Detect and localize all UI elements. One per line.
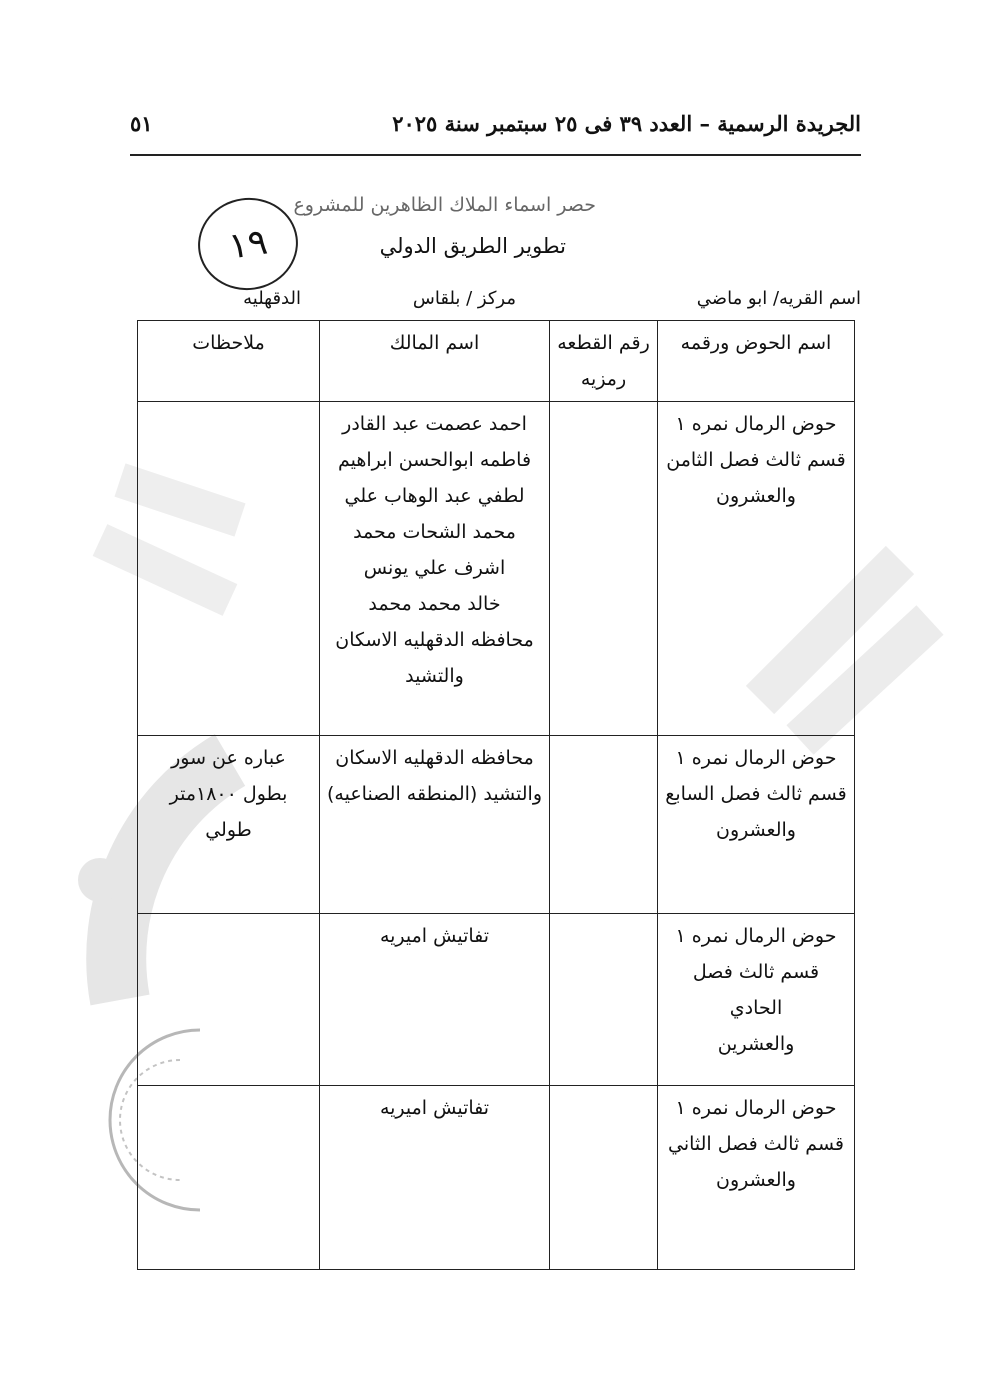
table-row xyxy=(138,914,855,1086)
owner-cell xyxy=(320,736,550,914)
basin-line: والعشرين xyxy=(717,1033,795,1055)
owner-cell xyxy=(320,914,550,1086)
note-line: بطول ١٨٠٠متر xyxy=(169,783,288,805)
owner-name: محافظه الدقهليه الاسكان xyxy=(335,747,534,769)
page-header xyxy=(130,111,861,136)
basin-line: حوض الرمال نمره ١ xyxy=(675,925,837,947)
handwritten-number-stamp: ١٩ xyxy=(192,191,304,296)
basin-cell xyxy=(658,736,855,914)
plot-cell xyxy=(550,1086,658,1270)
note-line: عباره عن سور xyxy=(171,747,286,769)
plot-cell xyxy=(550,914,658,1086)
basin-line: حوض الرمال نمره ١ xyxy=(675,747,837,769)
owner-cell xyxy=(320,1086,550,1270)
owner-name: لطفي عبد الوهاب علي xyxy=(344,485,525,507)
table-row xyxy=(138,1086,855,1270)
header-plot-line1: رقم القطعه xyxy=(557,332,650,354)
basin-cell xyxy=(658,914,855,1086)
basin-cell xyxy=(658,402,855,736)
owner-cell xyxy=(320,402,550,736)
table-row xyxy=(138,402,855,736)
project-title: تطوير الطريق الدولي xyxy=(379,234,566,258)
owner-name: احمد عصمت عبد القادر xyxy=(342,413,527,435)
owner-name: والتشيد xyxy=(405,665,464,687)
basin-line: حوض الرمال نمره ١ xyxy=(675,1097,837,1119)
basin-line: قسم ثالث فصل الثاني xyxy=(668,1133,844,1155)
owners-table xyxy=(137,320,855,1270)
owner-name: فاطمه ابوالحسن ابراهيم xyxy=(337,449,532,471)
basin-line: قسم ثالث فصل الثامن xyxy=(666,449,846,471)
header-plot-line2: رمزيه xyxy=(580,368,627,390)
page-number: ٥١ xyxy=(130,111,153,136)
center-label: مركز / بلقاس xyxy=(412,288,516,309)
plot-cell xyxy=(550,736,658,914)
basin-line: والعشرون xyxy=(716,1169,796,1191)
notes-cell xyxy=(138,402,320,736)
basin-line: قسم ثالث فصل السابع xyxy=(665,783,847,805)
note-line: طولي xyxy=(205,819,252,841)
header-divider xyxy=(130,154,861,156)
owner-name: والتشيد (المنطقه الصناعيه) xyxy=(326,783,543,805)
document-title: حصر اسماء الملاك الظاهرين للمشروع xyxy=(293,194,596,216)
table-header-row xyxy=(138,321,855,402)
header-notes: ملاحظات xyxy=(138,321,320,402)
owner-name: محافظه الدقهليه الاسكان xyxy=(335,629,534,651)
basin-cell xyxy=(658,1086,855,1270)
basin-line: قسم ثالث فصل الحادي xyxy=(692,961,820,1019)
village-label: اسم القريه/ ابو ماضي xyxy=(696,288,861,309)
header-plot xyxy=(550,321,658,402)
owner-name: تفاتيش اميريه xyxy=(379,1097,490,1119)
governorate-label: الدقهليه xyxy=(243,288,301,309)
notes-cell xyxy=(138,736,320,914)
basin-line: حوض الرمال نمره ١ xyxy=(675,413,837,435)
plot-cell xyxy=(550,402,658,736)
header-basin: اسم الحوض ورقمه xyxy=(658,321,855,402)
owner-name: خالد محمد محمد xyxy=(368,593,501,615)
header-owner: اسم المالك xyxy=(320,321,550,402)
journal-title: الجريدة الرسمية – العدد ٣٩ فى ٢٥ سبتمبر سنة ٢٠٢٥ xyxy=(392,111,861,136)
owner-name: تفاتيش اميريه xyxy=(379,925,490,947)
basin-line: والعشرون xyxy=(716,485,796,507)
table-row xyxy=(138,736,855,914)
owner-name: اشرف علي يونس xyxy=(363,557,506,579)
owner-name: محمد الشحات محمد xyxy=(353,521,516,543)
basin-line: والعشرون xyxy=(716,819,796,841)
official-seal-mark xyxy=(100,1020,210,1220)
